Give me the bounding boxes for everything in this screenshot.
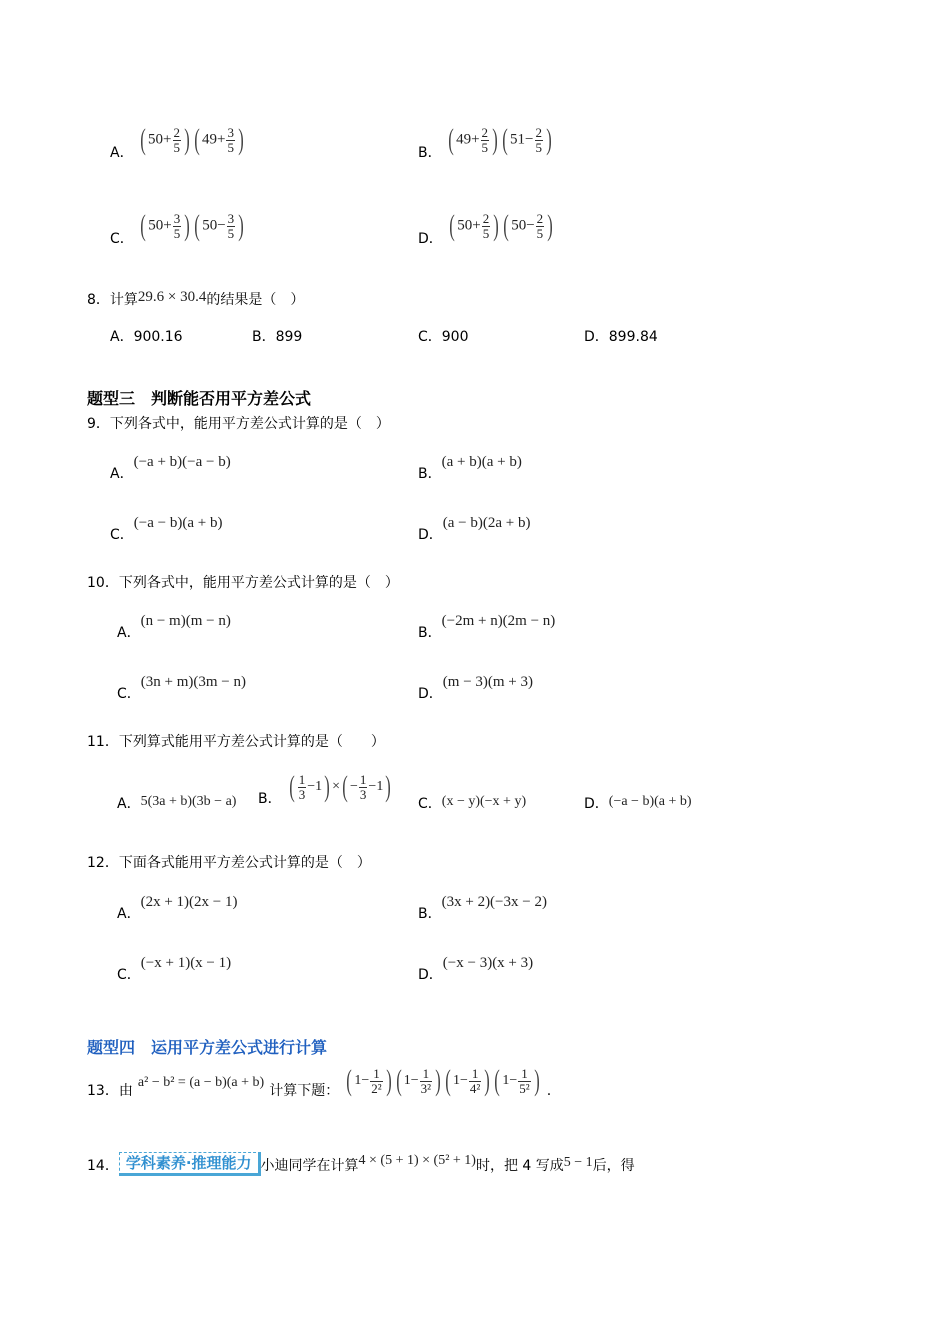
- q7-option-b[interactable]: [418, 118, 554, 162]
- q7-option-c[interactable]: [110, 204, 246, 248]
- q10-d-expression: (m − 3)(m + 3): [442, 674, 534, 690]
- option-label: A．: [117, 796, 141, 812]
- option-label: B．: [418, 466, 442, 482]
- option-label: D．: [418, 686, 443, 702]
- option-label: D．: [418, 231, 443, 247]
- q11-stem: 11．下列算式能用平方差公式计算的是（ ）: [87, 734, 385, 750]
- q9-b-expression: (a + b)(a + b): [441, 454, 522, 470]
- q10-stem: 10．下列各式中，能用平方差公式计算的是（ ）: [87, 575, 399, 591]
- q14-number: 14．: [87, 1158, 119, 1174]
- q7-b-expression: ( 49+ $\frac{2}{5}$ ) ( 51− $\frac{2}{5}$ ): [448, 123, 552, 156]
- q13-formula: a² − b² = (a − b)(a + b): [137, 1075, 265, 1090]
- q8-stem: [87, 291, 304, 309]
- q10-a-expression: (n − m)(m − n): [140, 613, 231, 629]
- option-label: C．: [110, 231, 134, 247]
- q10-option-a[interactable]: [117, 610, 231, 641]
- q11-a-expression: 5(3a + b)(3b − a): [140, 794, 237, 809]
- option-label: C．: [117, 967, 141, 983]
- q13-product: ( 1− $\frac{1}{\text{2²}}$ ) ( 1− $\frac{1}{\text{3²}}$ ) ( 1− $\frac{1}{\text{4²}}$ ) ( 1− $\frac{1}{\text{5²}}$ ): [346, 1064, 540, 1097]
- q14-expression: 4 × (5 + 1) × (5² + 1): [358, 1153, 476, 1168]
- q14: [87, 1152, 635, 1176]
- q10-option-c[interactable]: [117, 671, 247, 702]
- q14-expression-2: 5 − 1: [563, 1155, 593, 1170]
- q11-option-a[interactable]: [117, 790, 236, 811]
- q11-d-expression: (−a − b)(a + b): [608, 794, 692, 809]
- q12-option-b[interactable]: [418, 891, 547, 922]
- option-label: C．: [418, 796, 442, 812]
- q9-c-expression: (−a − b)(a + b): [133, 515, 223, 531]
- q7-a-expression: ( 50+ $\frac{2}{5}$ ) ( 49+ $\frac{3}{5}$ ): [140, 123, 244, 156]
- q14-post-text: 后，得: [592, 1158, 635, 1174]
- q8-stem-suffix: 的结果是（ ）: [206, 292, 305, 308]
- q8-expression: 29.6 × 30.4: [137, 289, 207, 305]
- q12-option-d[interactable]: [418, 952, 534, 983]
- q8-option-c[interactable]: C．900: [418, 329, 469, 345]
- q12-option-c[interactable]: [117, 952, 232, 983]
- q12-d-expression: (−x − 3)(x + 3): [442, 955, 534, 971]
- option-label: B．: [418, 145, 442, 161]
- q8-stem-prefix: 8．计算: [87, 292, 138, 308]
- option-label: A．: [110, 466, 134, 482]
- q8-option-d[interactable]: D．899.84: [584, 329, 658, 345]
- q7-option-a[interactable]: [110, 118, 246, 162]
- q10-option-d[interactable]: [418, 671, 534, 702]
- option-label: C．: [117, 686, 141, 702]
- q14-pre-text: 小迪同学在计算: [260, 1158, 359, 1174]
- literacy-badge: 学科素养·推理能力: [119, 1152, 261, 1176]
- option-label: C．: [110, 527, 134, 543]
- option-label: D．: [418, 967, 443, 983]
- q9-stem: 9．下列各式中，能用平方差公式计算的是（ ）: [87, 416, 390, 432]
- q11-option-b[interactable]: [258, 766, 393, 808]
- q9-option-a[interactable]: [110, 451, 231, 482]
- q13-end: .: [546, 1083, 552, 1099]
- option-label: B．: [258, 791, 282, 807]
- q11-c-expression: (x − y)(−x + y): [441, 794, 527, 809]
- q10-option-b[interactable]: [418, 610, 556, 641]
- q13: [87, 1062, 551, 1100]
- q9-option-c[interactable]: [110, 512, 223, 543]
- q10-b-expression: (−2m + n)(2m − n): [441, 613, 556, 629]
- q13-number: 13．由: [87, 1083, 133, 1099]
- q8-option-a[interactable]: A．900.16: [110, 329, 183, 345]
- q7-c-expression: ( 50+ $\frac{3}{5}$ ) ( 50− $\frac{3}{5}$ ): [140, 209, 244, 242]
- q9-option-b[interactable]: [418, 451, 522, 482]
- q13-mid-text: 计算下题：: [269, 1083, 340, 1099]
- q9-a-expression: (−a + b)(−a − b): [133, 454, 231, 470]
- q12-option-a[interactable]: [117, 891, 238, 922]
- q7-d-expression: ( 50+ $\frac{2}{5}$ ) ( 50− $\frac{2}{5}$ ): [449, 209, 553, 242]
- q12-stem: 12．下面各式能用平方差公式计算的是（ ）: [87, 855, 371, 871]
- q11-option-c[interactable]: [418, 790, 526, 811]
- q12-c-expression: (−x + 1)(x − 1): [140, 955, 232, 971]
- option-label: A．: [117, 906, 141, 922]
- option-label: B．: [418, 625, 442, 641]
- section-4-title: 题型四 运用平方差公式进行计算: [87, 1038, 328, 1057]
- q9-option-d[interactable]: [418, 512, 531, 543]
- option-label: A．: [117, 625, 141, 641]
- option-label: D．: [418, 527, 443, 543]
- section-3-title: 题型三 判断能否用平方差公式: [87, 389, 312, 408]
- q12-b-expression: (3x + 2)(−3x − 2): [441, 894, 547, 910]
- q9-d-expression: (a − b)(2a + b): [442, 515, 531, 531]
- option-label: A．: [110, 145, 134, 161]
- option-label: B．: [418, 906, 442, 922]
- q8-option-b[interactable]: B．899: [252, 329, 303, 345]
- q7-option-d[interactable]: [418, 204, 555, 248]
- q12-a-expression: (2x + 1)(2x − 1): [140, 894, 238, 910]
- q10-c-expression: (3n + m)(3m − n): [140, 674, 247, 690]
- q14-mid-text: 时，把 4 写成: [475, 1158, 564, 1174]
- q11-b-expression: ( $\frac{1}{3}$ −1) ×( − $\frac{1}{3}$ −1): [288, 770, 392, 803]
- option-label: D．: [584, 796, 609, 812]
- q11-option-d[interactable]: [584, 790, 692, 811]
